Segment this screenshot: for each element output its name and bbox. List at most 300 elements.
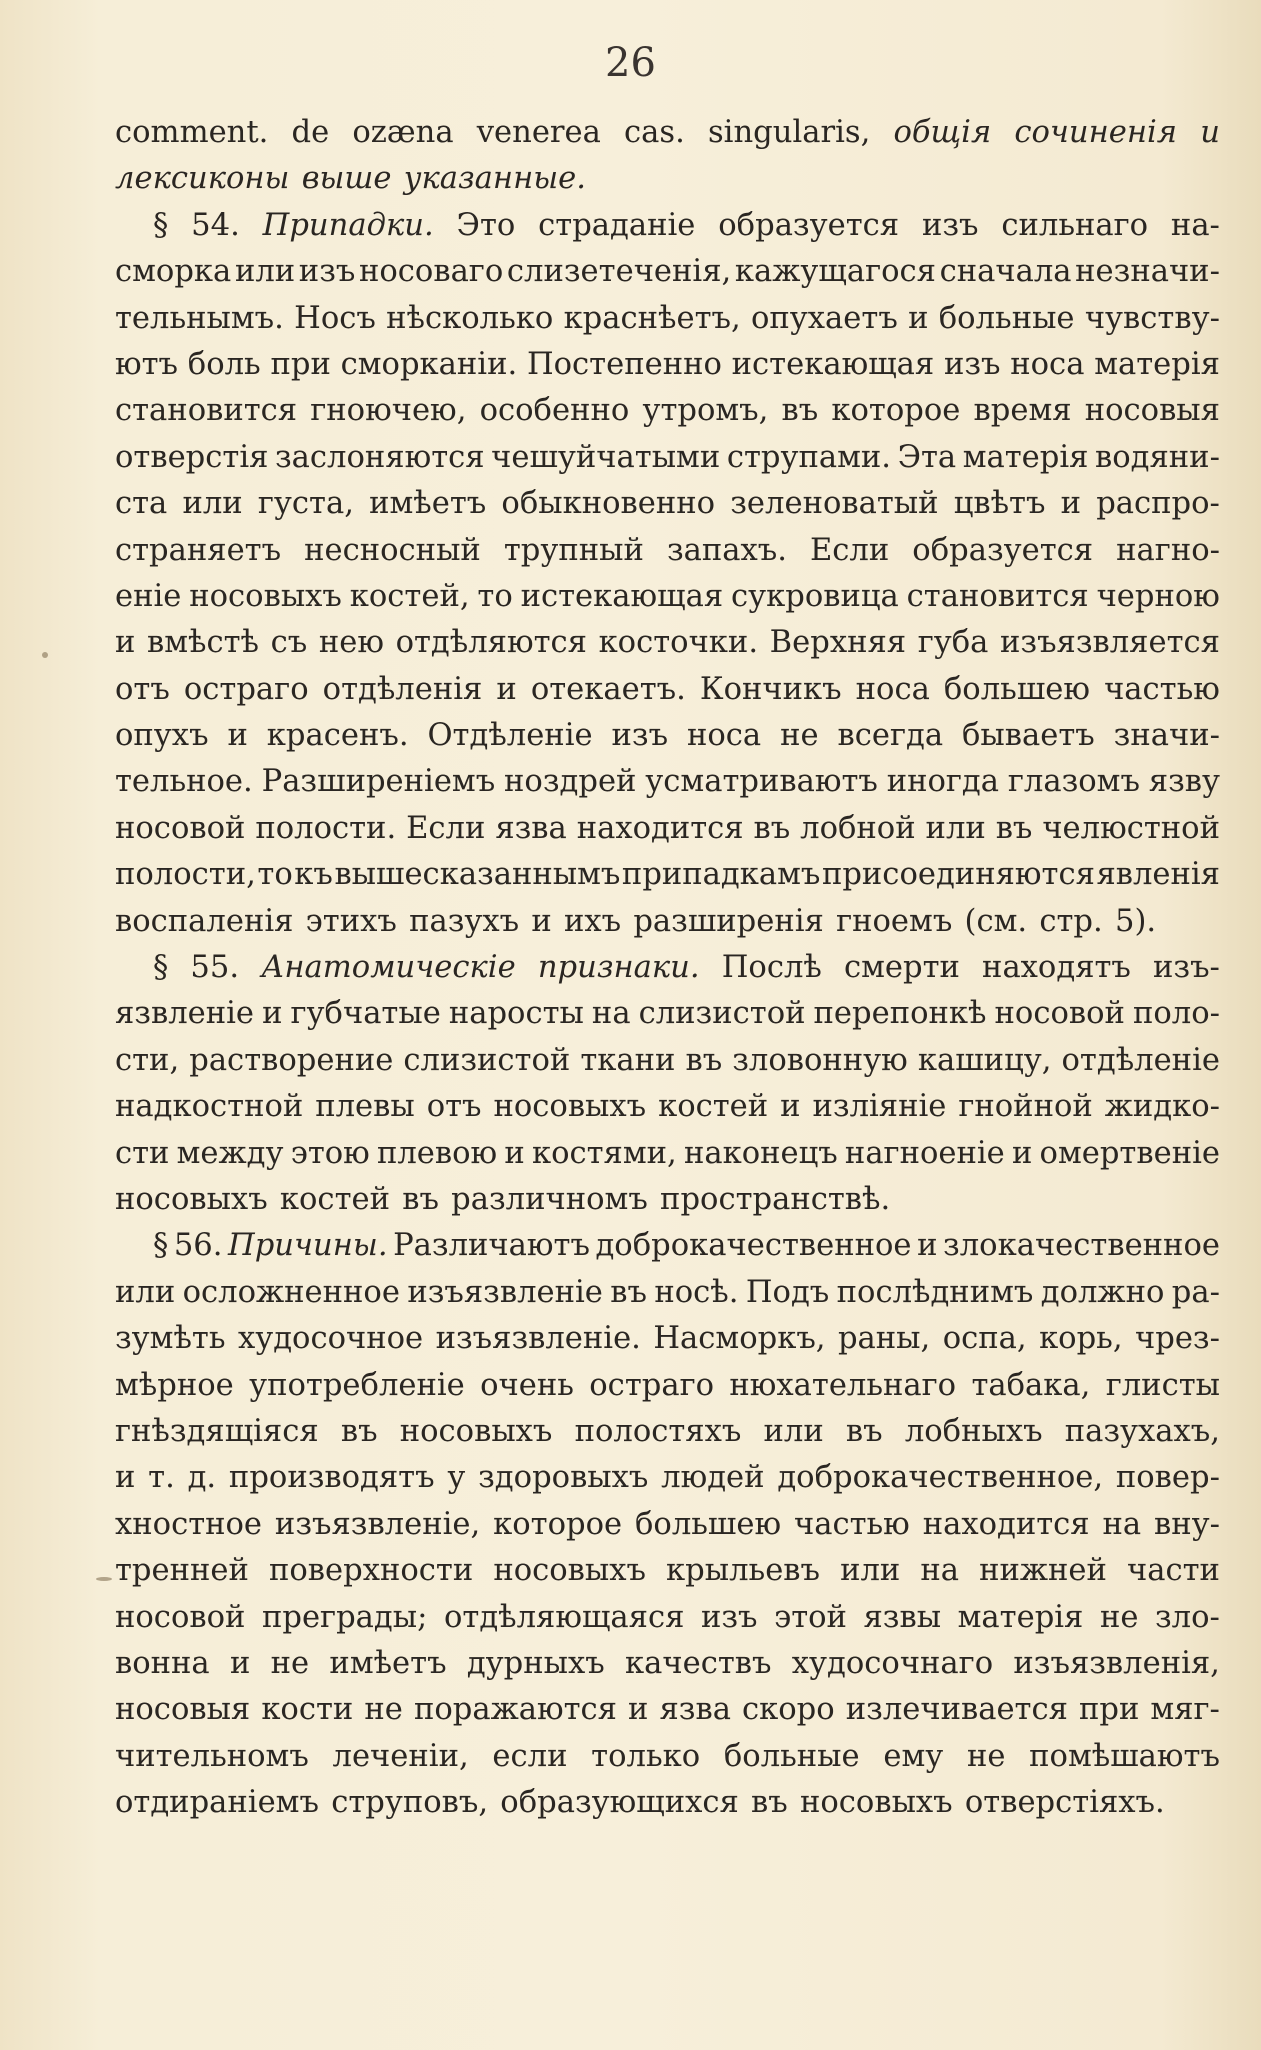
word: съ [270, 625, 308, 661]
word: д. [187, 1460, 217, 1496]
word: вну- [1153, 1506, 1220, 1542]
word: явленія [1096, 857, 1220, 893]
word: опухаетъ [750, 300, 898, 336]
word: и [229, 1645, 251, 1681]
word: злокачественное [943, 1228, 1220, 1264]
word: губа [917, 625, 989, 661]
word: кашицу, [917, 1042, 1052, 1078]
word: въ [340, 1413, 378, 1449]
word: и [115, 625, 136, 661]
word: производятъ [228, 1460, 435, 1496]
text-line [115, 1548, 1220, 1594]
word: гноючею, [310, 393, 467, 429]
word: и [531, 903, 552, 939]
word: вонна [115, 1645, 210, 1681]
word: Постепенно [526, 346, 722, 382]
word: носовыхъ [189, 578, 342, 614]
word: слизистой [403, 1042, 571, 1078]
word: худосочное [237, 1321, 424, 1357]
text-line [115, 1363, 1220, 1409]
word: крыльевъ [666, 1553, 820, 1589]
word: качествъ [625, 1645, 772, 1681]
word: усматриваютъ [645, 764, 878, 800]
word: въ [685, 1042, 723, 1078]
word: находится [576, 810, 744, 846]
word: гнѣздящіяся [115, 1413, 319, 1449]
word: въ [845, 1413, 883, 1449]
ink-smudge [96, 1577, 112, 1581]
word: въ [402, 1181, 439, 1217]
word: не [966, 1738, 1006, 1774]
word: гноемъ [836, 903, 953, 939]
word: изъязвленіе. [435, 1321, 641, 1357]
word: носовыя [115, 1692, 251, 1728]
text-line [115, 342, 1220, 388]
word: нагно- [1116, 532, 1220, 568]
word: отдираніемъ [115, 1785, 319, 1821]
word: отъ [115, 671, 170, 707]
word: при [1078, 1692, 1140, 1728]
word: въ [995, 810, 1033, 846]
word: находится [922, 1506, 1090, 1542]
word: дурныхъ [466, 1645, 605, 1681]
word: не [364, 1692, 403, 1728]
word: ихъ [564, 903, 622, 939]
word: полости, [115, 857, 256, 893]
word: струпами. [726, 439, 891, 475]
word: табака, [971, 1367, 1091, 1403]
word: и [504, 1135, 525, 1171]
word: сти [115, 1135, 170, 1171]
word: поло- [1132, 996, 1220, 1032]
text-line [115, 528, 1220, 574]
text-line [115, 1409, 1220, 1455]
word: venerea [476, 115, 601, 150]
text-line [115, 435, 1220, 481]
word: зло- [1155, 1599, 1220, 1635]
word: Насморкъ, [653, 1321, 826, 1357]
word: матерія [1094, 346, 1220, 382]
word: зумѣть [115, 1321, 226, 1357]
word: Отдѣленіе [427, 718, 593, 754]
word: черною [1096, 578, 1220, 614]
word: общія [893, 115, 992, 150]
word: на [920, 1553, 960, 1589]
word: имѣетъ [369, 486, 487, 522]
word: или [115, 1274, 176, 1310]
word: кажущагося [734, 254, 936, 290]
word: слизетеченія, [506, 254, 732, 290]
word: поражаются [413, 1692, 617, 1728]
word: надкостной [115, 1089, 304, 1125]
text-line [115, 481, 1220, 527]
word: и [1200, 115, 1220, 150]
word: плевою [376, 1135, 498, 1171]
word: de [291, 115, 330, 150]
word: при [270, 346, 331, 382]
word: нею [318, 625, 384, 661]
word: тренней [115, 1553, 249, 1589]
word: и [917, 1228, 938, 1264]
word: пазухъ [409, 903, 520, 939]
word: Различаютъ [393, 1228, 590, 1264]
word: людей [661, 1460, 765, 1496]
word: остраго [183, 671, 309, 707]
word: носовыхъ [493, 1089, 647, 1125]
word: остраго [589, 1367, 715, 1403]
text-line [115, 203, 1220, 249]
word: этою [290, 1135, 370, 1171]
word: выше [301, 161, 392, 197]
word: краснѣетъ, [563, 300, 741, 336]
word: трупный [503, 532, 644, 568]
word: отекаетъ. [530, 671, 686, 707]
word: вмѣстѣ [147, 625, 259, 661]
word: носѣ. [654, 1274, 739, 1310]
word: страняетъ [115, 532, 282, 568]
word: и [262, 996, 283, 1032]
word: тельное. [115, 764, 253, 800]
word: или [925, 810, 986, 846]
word: осложненное [182, 1274, 400, 1310]
text-line [115, 1038, 1220, 1084]
word: повер- [1115, 1460, 1220, 1496]
word: чувству- [1084, 300, 1220, 336]
word: или [840, 1553, 901, 1589]
word: не [780, 718, 819, 754]
text-line [115, 899, 1220, 945]
word: изъязвляется [1000, 625, 1220, 661]
word: сти, [115, 1042, 180, 1078]
word: образуется [718, 207, 900, 243]
word: отверстія [115, 439, 269, 475]
word: язвы [863, 1599, 942, 1635]
word: Причины. [228, 1228, 388, 1264]
word: жидко- [1104, 1089, 1220, 1125]
text-line [115, 1455, 1220, 1501]
word: частью [793, 1506, 910, 1542]
word: заслоняются [274, 439, 485, 475]
word: которое [493, 1506, 623, 1542]
word: цвѣтъ [953, 486, 1046, 522]
word: т. [148, 1460, 175, 1496]
word: мяг- [1150, 1692, 1220, 1728]
word: костями, [531, 1135, 677, 1171]
word: изъязвленіе, [274, 1506, 481, 1542]
word: должно [1040, 1274, 1165, 1310]
word: истекающая [520, 578, 724, 614]
word: нюхательнаго [729, 1367, 957, 1403]
word: и [227, 718, 248, 754]
word: разширенія [633, 903, 824, 939]
word: singularis, [707, 115, 871, 150]
word: сначала [939, 254, 1072, 290]
word: смерти [843, 950, 960, 986]
word: носовыя [1084, 393, 1220, 429]
word: костей [279, 1181, 390, 1217]
word: запахъ. [666, 532, 787, 568]
word: струповъ, [331, 1785, 489, 1821]
word: отдѣленіе [1061, 1042, 1220, 1078]
text-line [115, 667, 1220, 713]
word: корь, [1039, 1321, 1123, 1357]
word: имѣетъ [329, 1645, 447, 1681]
word: § [153, 1228, 169, 1264]
word: изліяніе [812, 1089, 947, 1125]
word: сочиненія [1014, 115, 1178, 150]
word: костей, [349, 578, 470, 614]
word: указанные. [403, 161, 586, 197]
word: Верхняя [769, 625, 907, 661]
word: косточки. [598, 625, 759, 661]
word: ста [115, 486, 168, 522]
word: незначи- [1075, 254, 1220, 290]
text-line [115, 1223, 1220, 1269]
word: стр. [1039, 903, 1103, 939]
word: глисты [1105, 1367, 1220, 1403]
word: и [1060, 486, 1082, 522]
word: и [780, 1089, 801, 1125]
text-line [115, 574, 1220, 620]
word: пространствѣ. [660, 1181, 891, 1217]
word: водяни- [1095, 439, 1220, 475]
word: и [908, 300, 929, 336]
page-number: 26 [605, 40, 656, 86]
word: и [115, 1460, 136, 1496]
word: челюстной [1042, 810, 1220, 846]
text-line [115, 1316, 1220, 1362]
word: матерія [962, 439, 1089, 475]
word: всегда [837, 718, 944, 754]
word: наконецъ [683, 1135, 838, 1171]
word: изъ- [1153, 950, 1220, 986]
word: изъ [921, 207, 979, 243]
word: Эта [897, 439, 957, 475]
text-line [115, 713, 1220, 759]
word: язва [659, 1692, 731, 1728]
word: то [477, 578, 513, 614]
word: присоединяются [821, 857, 1095, 893]
word: не [270, 1645, 310, 1681]
word: носовыхъ [493, 1553, 646, 1589]
word: употребленіе [249, 1367, 465, 1403]
word: полости. [255, 810, 397, 846]
word: ткани [580, 1042, 676, 1078]
word: 56. [173, 1228, 223, 1264]
word: истекающая [731, 346, 935, 382]
word: Припадки. [262, 207, 434, 243]
word: 54. [191, 207, 240, 243]
word: гнойной [958, 1089, 1093, 1125]
word: несносный [304, 532, 481, 568]
word: нижней [979, 1553, 1107, 1589]
word: страданіе [538, 207, 696, 243]
word: сильнаго [1001, 207, 1149, 243]
word: лобной [800, 810, 916, 846]
word: отъ [426, 1089, 482, 1125]
word: ютъ [115, 346, 179, 382]
word: ozæna [352, 115, 454, 150]
word: послѣднимъ [836, 1274, 1034, 1310]
word: губчатые [290, 996, 441, 1032]
word: изъ [611, 718, 669, 754]
word: скоро [742, 1692, 835, 1728]
word: больные [938, 300, 1075, 336]
word: Если [406, 810, 486, 846]
word: частью [1104, 671, 1220, 707]
word: нагноеніе [844, 1135, 1005, 1171]
word: кости [261, 1692, 354, 1728]
word: худосочнаго [791, 1645, 994, 1681]
text-line [115, 110, 1220, 156]
word: наросты [448, 996, 584, 1032]
word: сморканіи. [340, 346, 518, 382]
word: Носъ [294, 300, 376, 336]
word: носовыхъ [115, 1181, 268, 1217]
word: только [591, 1738, 701, 1774]
text-line [115, 1270, 1220, 1316]
word: которое [831, 393, 961, 429]
word: 55. [190, 950, 240, 986]
word: изъ [943, 346, 1001, 382]
text-line [115, 806, 1220, 852]
word: образующихся [500, 1785, 739, 1821]
text-line [115, 1734, 1220, 1780]
word: или [763, 1413, 824, 1449]
word: доброкачественное [595, 1228, 912, 1264]
word: на [591, 996, 631, 1032]
word: большею [634, 1506, 782, 1542]
word: сморка [115, 254, 232, 290]
word: хностное [115, 1506, 263, 1542]
text-line [115, 1131, 1220, 1177]
text-line [115, 1687, 1220, 1733]
word: больные [723, 1738, 860, 1774]
word: язвленіе [115, 996, 255, 1032]
word: омертвеніе [1039, 1135, 1220, 1171]
text-line [115, 296, 1220, 342]
word: значи- [1113, 718, 1220, 754]
word: утромъ, [642, 393, 769, 429]
word: бываетъ [962, 718, 1095, 754]
text-line [115, 1177, 1220, 1223]
word: обыкновенно [501, 486, 716, 522]
word: растворение [189, 1042, 394, 1078]
word: отдѣленія [322, 671, 483, 707]
word: находятъ [982, 950, 1131, 986]
word: изъязвленіе [407, 1274, 603, 1310]
word: становится [115, 393, 298, 429]
word: полостяхъ [574, 1413, 742, 1449]
word: cas. [624, 115, 685, 150]
word: въ [751, 1785, 788, 1821]
word: Подъ [745, 1274, 830, 1310]
word: сукровица [731, 578, 899, 614]
word: Разширеніемъ [261, 764, 496, 800]
word: части [1127, 1553, 1220, 1589]
word: Кончикъ [699, 671, 842, 707]
text-line [115, 388, 1220, 434]
word: мѣрное [115, 1367, 234, 1403]
word: слизистой [638, 996, 806, 1032]
word: воспаленія [115, 903, 294, 939]
word: 5). [1114, 903, 1157, 939]
word: ра- [1171, 1274, 1220, 1310]
word: становится [906, 578, 1089, 614]
word: къ [294, 857, 333, 893]
word: оспа, [942, 1321, 1027, 1357]
word: очень [480, 1367, 574, 1403]
word: отверстіяхъ. [964, 1785, 1165, 1821]
word: изъязвленія, [1013, 1645, 1220, 1681]
word: отдѣляющаяся [443, 1599, 685, 1635]
word: нѣсколько [386, 300, 554, 336]
word: или [234, 254, 296, 290]
text-line [115, 852, 1220, 898]
word: плевы [315, 1089, 415, 1125]
ink-smudge [42, 652, 48, 658]
word: носовыхъ [399, 1413, 553, 1449]
word: зеленоватый [730, 486, 939, 522]
word: здоровыхъ [478, 1460, 649, 1496]
word: этой [774, 1599, 847, 1635]
word: доброкачественное, [777, 1460, 1104, 1496]
word: если [492, 1738, 568, 1774]
word: чешуйчатыми [491, 439, 721, 475]
word: еніе [115, 578, 182, 614]
text-line [115, 1084, 1220, 1130]
word: боль [187, 346, 261, 382]
word: изъ [298, 254, 356, 290]
word: носоваго [358, 254, 504, 290]
word: чительномъ [115, 1738, 309, 1774]
word: пазухахъ, [1064, 1413, 1220, 1449]
word: леченіи, [332, 1738, 469, 1774]
word: между [176, 1135, 284, 1171]
word: не [1099, 1599, 1139, 1635]
word: большею [943, 671, 1091, 707]
word: Послѣ [721, 950, 822, 986]
word: чрез- [1135, 1321, 1220, 1357]
word: опухъ [115, 718, 209, 754]
word: Это [456, 207, 516, 243]
word: распро- [1096, 486, 1220, 522]
text-line [115, 991, 1220, 1037]
word: зловонную [732, 1042, 908, 1078]
word: признаки. [537, 950, 700, 986]
word: костей [658, 1089, 769, 1125]
text-line [115, 759, 1220, 805]
text-line [115, 620, 1220, 666]
word: и [1011, 1135, 1033, 1171]
text-line [115, 156, 1220, 202]
word: носовой [994, 996, 1125, 1032]
word: § [153, 207, 169, 243]
word: то [257, 857, 293, 893]
word: отдѣляются [395, 625, 587, 661]
word: носа [686, 718, 762, 754]
word: и [496, 671, 517, 707]
word: носовой [115, 810, 246, 846]
word: поверхности [268, 1553, 474, 1589]
word: у [447, 1460, 466, 1496]
word: comment. [115, 115, 269, 150]
word: красенъ. [266, 718, 409, 754]
word: или [182, 486, 243, 522]
word: въ [753, 810, 791, 846]
word: Анатомическіе [261, 950, 516, 986]
text-line [115, 1595, 1220, 1641]
